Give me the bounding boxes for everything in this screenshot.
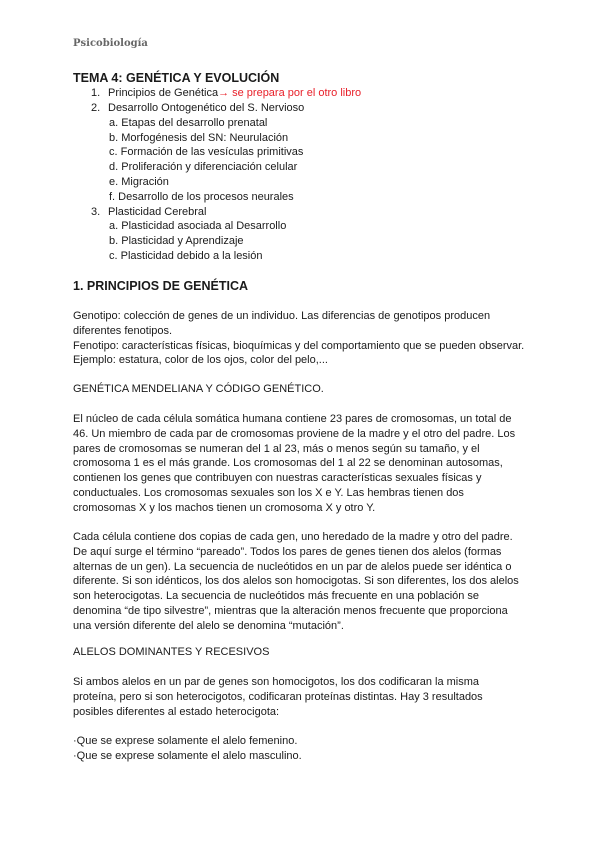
paragraph-line: conductuales. Los cromosomas sexuales son los X e Y. Las hembras tienen dos xyxy=(73,486,464,499)
outline-label: Plasticidad Cerebral xyxy=(108,206,207,218)
outline-number: 2. xyxy=(91,102,101,114)
running-header: Psicobiología xyxy=(73,38,148,49)
outline-item xyxy=(91,86,361,100)
paragraph-line: una versión diferente del alelo se denomina “mutación”. xyxy=(73,619,344,632)
paragraph-line: posibles diferentes al estado heterocigota: xyxy=(73,705,280,718)
paragraph-line: cromosoma 1 es el más grande. Los cromosomas del 1 al 22 se denominan autosomas, xyxy=(73,457,503,470)
definition-line: diferentes fenotipos. xyxy=(73,324,173,337)
outline-number: 1. xyxy=(91,87,101,99)
outline-subitem: b. Plasticidad y Aprendizaje xyxy=(109,235,244,247)
paragraph-line: pares de cromosomas se numeran del 1 al 23, más o menos según su tamaño, y el xyxy=(73,442,480,455)
outline-number: 3. xyxy=(91,206,101,218)
paragraph-line: alternas de un gen). La secuencia de nucleótidos en un par de alelos puede ser idéntica o xyxy=(73,560,512,573)
paragraph-line: denomina “de tipo silvestre”, mientras que la alteración menos frecuente que proporciona xyxy=(73,604,508,617)
outline-subitem: d. Proliferación y diferenciación celular xyxy=(109,161,298,173)
outline-subitem: c. Plasticidad debido a la lesión xyxy=(109,250,263,262)
outline-subitem: e. Migración xyxy=(109,176,169,188)
paragraph-line: proteína, pero si son heterocigotos, codificaran proteínas distintas. Hay 3 resultados xyxy=(73,690,483,703)
paragraph-line: El núcleo de cada célula somática humana contiene 23 pares de cromosomas, un total de xyxy=(73,413,512,425)
outline-subitem: c. Formación de las vesículas primitivas xyxy=(109,146,304,158)
outline-label: Desarrollo Ontogenético del S. Nervioso xyxy=(108,102,305,114)
subheading: ALELOS DOMINANTES Y RECESIVOS xyxy=(73,646,270,658)
paragraph-line: diferente. Si son idénticos, los dos alelos son homocigotas. Si son diferentes, los dos alelos xyxy=(73,575,519,588)
paragraph-line: contienen los genes que contribuyen con nuestras características sexuales físicas y xyxy=(73,472,482,484)
definition-line: Ejemplo: estatura, color de los ojos, color del pelo,... xyxy=(73,354,328,367)
outline-subitem: f. Desarrollo de los procesos neurales xyxy=(109,191,294,203)
outline-label: Principios de Genética xyxy=(108,87,219,99)
section-heading: 1. PRINCIPIOS DE GENÉTICA xyxy=(73,279,249,293)
paragraph-line: Cada célula contiene dos copias de cada gen, uno heredado de la madre y otro del padre. xyxy=(73,531,513,543)
definition-line: Fenotipo: características físicas, bioquímicas y del comportamiento que se pueden observar. xyxy=(73,339,525,352)
outline-item xyxy=(91,205,206,219)
paragraph-line: 46. Un miembro de cada par de cromosomas proviene de la madre y el otro del padre. Los xyxy=(73,427,516,440)
paragraph-line: cromosomas X y los machos tienen un cromosoma X y otro Y. xyxy=(73,501,376,514)
definition-line: Genotipo: colección de genes de un individuo. Las diferencias de genotipos producen xyxy=(73,310,491,322)
outline-item xyxy=(91,101,304,115)
paragraph-line: De aquí surge el término “pareado”. Todos los pares de genes tienen dos alelos (formas xyxy=(73,545,502,558)
outline-subitem: b. Morfogénesis del SN: Neurulación xyxy=(109,132,289,144)
outline-subitem: a. Plasticidad asociada al Desarrollo xyxy=(109,220,287,232)
outline-note: → se prepara por el otro libro xyxy=(218,87,362,99)
page-title: TEMA 4: GENÉTICA Y EVOLUCIÓN xyxy=(73,71,280,85)
paragraph-line: son heterocigotas. La secuencia de nucleótidos más frecuente en una población se xyxy=(73,590,480,602)
paragraph-line: Si ambos alelos en un par de genes son homocigotos, los dos codificaran la misma xyxy=(73,676,480,688)
bullet-line: ·Que se exprese solamente el alelo masculino. xyxy=(73,749,302,762)
bullet-line: ·Que se exprese solamente el alelo femenino. xyxy=(73,735,298,747)
outline-subitem: a. Etapas del desarrollo prenatal xyxy=(109,117,268,129)
subheading: GENÉTICA MENDELIANA Y CÓDIGO GENÉTICO. xyxy=(73,383,324,395)
